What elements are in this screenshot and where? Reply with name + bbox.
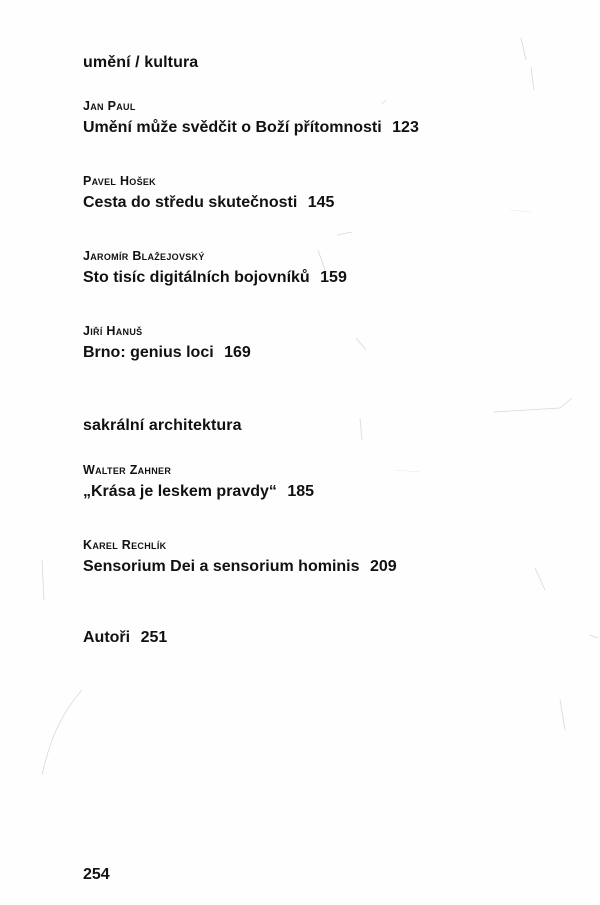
entry-line [83,268,347,288]
entry-page-number: 169 [224,344,251,361]
toc-entry[interactable] [83,173,334,213]
entry-title: Umění může svědčit o Boží přítomnosti [83,119,382,136]
entry-author: Jan Paul [83,99,136,113]
toc-entry[interactable] [83,98,419,138]
section-heading-sacral-architecture: sakrální architektura [83,417,242,434]
toc-entry[interactable] [83,537,397,577]
entry-page-number: 159 [320,269,347,286]
entry-page-number: 209 [369,558,397,575]
entry-author: Karel Rechlík [83,538,167,552]
entry-line [83,482,314,502]
section-heading-art-culture: umění / kultura [83,54,199,71]
entry-line [83,343,251,363]
toc-entry[interactable] [83,462,314,502]
entry-title: Brno: genius loci [83,344,214,361]
entry-line [83,557,397,577]
entry-title: Sto tisíc digitálních bojovníků [83,269,310,286]
entry-page-number: 185 [287,483,315,500]
entry-author: Pavel Hošek [83,174,156,188]
entry-title: Autoři [83,629,131,646]
toc-entry[interactable] [83,248,347,288]
page-number: 254 [83,866,110,883]
entry-page-number: 123 [392,119,419,136]
entry-author: Walter Zahner [83,463,172,477]
toc-entry-authors[interactable] [83,628,167,648]
toc-entry[interactable] [83,323,251,363]
entry-page-number: 145 [307,194,335,211]
entry-title: Sensorium Dei a sensorium hominis [83,558,360,575]
entry-line [83,118,419,138]
entry-page-number: 251 [140,629,168,646]
entry-line [83,193,334,213]
entry-title: Cesta do středu skutečnosti [83,194,298,211]
entry-title: „Krása je leskem pravdy“ [83,483,277,500]
entry-author: Jiří Hanuš [83,324,143,338]
entry-author: Jaromír Blažejovský [83,249,205,263]
